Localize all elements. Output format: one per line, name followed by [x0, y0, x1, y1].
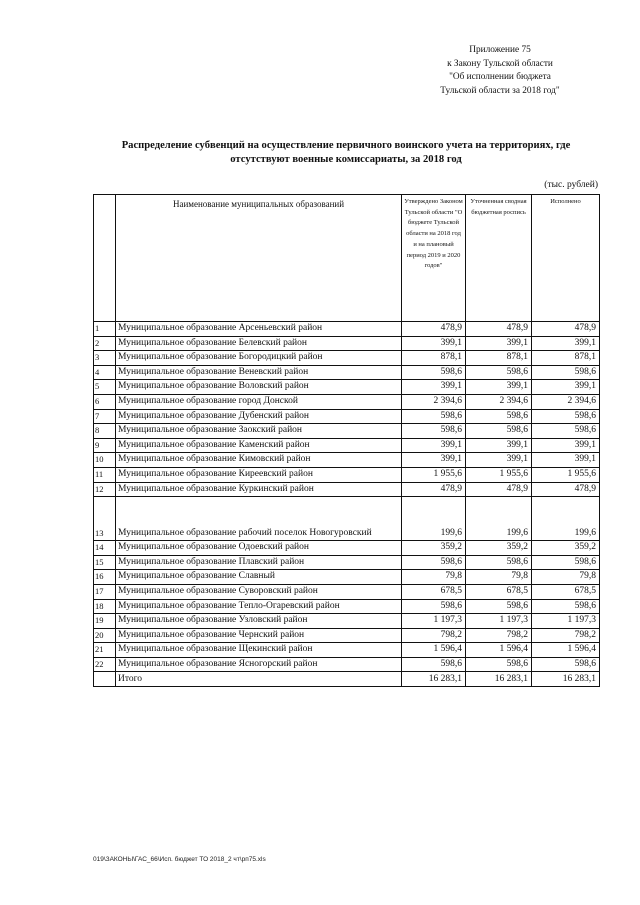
appendix-line-1: Приложение 75 — [469, 45, 531, 55]
row-municipality-name: Муниципальное образование Узловский район — [116, 614, 402, 629]
row-municipality-name: Муниципальное образование Одоевский район — [116, 541, 402, 556]
table-row — [94, 336, 600, 351]
row-number: 19 — [94, 614, 116, 629]
row-executed-value: 359,2 — [532, 541, 600, 556]
row-approved-value: 399,1 — [402, 438, 466, 453]
row-number: 13 — [94, 497, 116, 541]
row-municipality-name: Муниципальное образование Белевский район — [116, 336, 402, 351]
row-revised-value: 1 596,4 — [466, 643, 532, 658]
row-revised-value: 79,8 — [466, 570, 532, 585]
row-executed-value: 598,6 — [532, 365, 600, 380]
table-row — [94, 541, 600, 556]
table-row — [94, 467, 600, 482]
total-approved-value: 16 283,1 — [402, 672, 466, 687]
row-municipality-name: Муниципальное образование Ясногорский район — [116, 657, 402, 672]
row-municipality-name: Муниципальное образование Киреевский район — [116, 467, 402, 482]
row-number: 7 — [94, 409, 116, 424]
row-revised-value: 1 197,3 — [466, 614, 532, 629]
row-executed-value: 1 955,6 — [532, 467, 600, 482]
row-revised-value: 798,2 — [466, 628, 532, 643]
row-approved-value: 399,1 — [402, 453, 466, 468]
row-municipality-name: Муниципальное образование Плавский район — [116, 555, 402, 570]
row-revised-value: 478,9 — [466, 322, 532, 337]
row-revised-value: 478,9 — [466, 482, 532, 497]
row-revised-value: 2 394,6 — [466, 394, 532, 409]
file-path-footer: 019\ЗАКОНЫ\ГАС_66\Исп. бюджет ТО 2018_2 чт\рп75.xls — [93, 856, 266, 863]
row-approved-value: 1 197,3 — [402, 614, 466, 629]
table-row — [94, 351, 600, 366]
row-approved-value: 798,2 — [402, 628, 466, 643]
total-label: Итого — [116, 672, 402, 687]
row-municipality-name: Муниципальное образование Кимовский район — [116, 453, 402, 468]
row-municipality-name: Муниципальное образование Заокский район — [116, 424, 402, 439]
row-municipality-name: Муниципальное образование Арсеньевский район — [116, 322, 402, 337]
row-executed-value: 598,6 — [532, 424, 600, 439]
row-approved-value: 478,9 — [402, 322, 466, 337]
row-approved-value: 598,6 — [402, 424, 466, 439]
row-municipality-name: Муниципальное образование Тепло-Огаревский район — [116, 599, 402, 614]
row-municipality-name: Муниципальное образование Куркинский район — [116, 482, 402, 497]
title-line-1: Распределение субвенций на осуществление первичного воинского учета на территориях, где — [121, 140, 571, 151]
row-revised-value: 598,6 — [466, 599, 532, 614]
total-executed-value: 16 283,1 — [532, 672, 600, 687]
row-approved-value: 399,1 — [402, 336, 466, 351]
row-executed-value: 1 197,3 — [532, 614, 600, 629]
row-number: 21 — [94, 643, 116, 658]
row-number: 14 — [94, 541, 116, 556]
row-executed-value: 598,6 — [532, 657, 600, 672]
total-index-cell — [94, 672, 116, 687]
appendix-line-3: "Об исполнении бюджета — [449, 72, 551, 82]
row-number: 1 — [94, 322, 116, 337]
table-row — [94, 409, 600, 424]
row-revised-value: 598,6 — [466, 424, 532, 439]
row-approved-value: 359,2 — [402, 541, 466, 556]
header-name: Наименование муниципальных образований — [116, 195, 402, 322]
units-label: (тыс. рублей) — [544, 180, 598, 190]
row-executed-value: 478,9 — [532, 322, 600, 337]
row-municipality-name: Муниципальное образование Воловский район — [116, 380, 402, 395]
row-number: 3 — [94, 351, 116, 366]
table-row — [94, 599, 600, 614]
row-executed-value: 399,1 — [532, 453, 600, 468]
row-approved-value: 678,5 — [402, 584, 466, 599]
row-executed-value: 1 596,4 — [532, 643, 600, 658]
row-revised-value: 678,5 — [466, 584, 532, 599]
row-number: 17 — [94, 584, 116, 599]
row-executed-value: 798,2 — [532, 628, 600, 643]
row-revised-value: 399,1 — [466, 336, 532, 351]
row-executed-value: 598,6 — [532, 409, 600, 424]
row-executed-value: 478,9 — [532, 482, 600, 497]
document-title — [95, 139, 597, 167]
row-municipality-name: Муниципальное образование город Донской — [116, 394, 402, 409]
total-revised-value: 16 283,1 — [466, 672, 532, 687]
row-number: 4 — [94, 365, 116, 380]
row-number: 12 — [94, 482, 116, 497]
row-revised-value: 399,1 — [466, 453, 532, 468]
row-revised-value: 1 955,6 — [466, 467, 532, 482]
row-approved-value: 1 955,6 — [402, 467, 466, 482]
appendix-line-4: Тульской области за 2018 год" — [440, 85, 560, 96]
row-approved-value: 598,6 — [402, 599, 466, 614]
row-number: 18 — [94, 599, 116, 614]
row-number: 10 — [94, 453, 116, 468]
row-approved-value: 598,6 — [402, 409, 466, 424]
row-municipality-name: Муниципальное образование Богородицкий район — [116, 351, 402, 366]
row-number: 5 — [94, 380, 116, 395]
row-executed-value: 399,1 — [532, 438, 600, 453]
row-number: 8 — [94, 424, 116, 439]
header-approved: Утверждено Законом Тульской области "О бюджете Тульской области на 2018 год и на плановый период 2019 и 2020 годов" — [402, 195, 466, 322]
row-number: 9 — [94, 438, 116, 453]
header-index — [94, 195, 116, 322]
row-revised-value: 199,6 — [466, 497, 532, 541]
row-number: 6 — [94, 394, 116, 409]
row-number: 2 — [94, 336, 116, 351]
row-number: 11 — [94, 467, 116, 482]
row-number: 15 — [94, 555, 116, 570]
table-row — [94, 424, 600, 439]
row-revised-value: 878,1 — [466, 351, 532, 366]
row-revised-value: 598,6 — [466, 555, 532, 570]
table-total-row — [94, 672, 600, 687]
row-executed-value: 678,5 — [532, 584, 600, 599]
row-approved-value: 598,6 — [402, 555, 466, 570]
table-row — [94, 380, 600, 395]
row-executed-value: 598,6 — [532, 599, 600, 614]
row-number: 22 — [94, 657, 116, 672]
table-row — [94, 497, 600, 541]
table-row — [94, 570, 600, 585]
row-executed-value: 79,8 — [532, 570, 600, 585]
row-executed-value: 399,1 — [532, 380, 600, 395]
row-municipality-name: Муниципальное образование Суворовский район — [116, 584, 402, 599]
row-executed-value: 878,1 — [532, 351, 600, 366]
table-header-row — [94, 195, 600, 322]
row-municipality-name: Муниципальное образование рабочий поселок Новогуровский — [116, 497, 402, 541]
table-row — [94, 614, 600, 629]
row-approved-value: 598,6 — [402, 365, 466, 380]
row-revised-value: 359,2 — [466, 541, 532, 556]
header-executed: Исполнено — [532, 195, 600, 322]
row-executed-value: 598,6 — [532, 555, 600, 570]
row-revised-value: 598,6 — [466, 657, 532, 672]
row-revised-value: 598,6 — [466, 365, 532, 380]
row-approved-value: 199,6 — [402, 497, 466, 541]
row-municipality-name: Муниципальное образование Щекинский район — [116, 643, 402, 658]
table-row — [94, 322, 600, 337]
row-executed-value: 199,6 — [532, 497, 600, 541]
row-executed-value: 2 394,6 — [532, 394, 600, 409]
table-row — [94, 394, 600, 409]
row-number: 16 — [94, 570, 116, 585]
row-number: 20 — [94, 628, 116, 643]
row-executed-value: 399,1 — [532, 336, 600, 351]
table-row — [94, 628, 600, 643]
row-municipality-name: Муниципальное образование Славный — [116, 570, 402, 585]
header-revised: Уточненная сводная бюджетная роспись — [466, 195, 532, 322]
title-line-2: отсутствуют военные комиссариаты, за 2018 год — [230, 154, 462, 165]
row-approved-value: 2 394,6 — [402, 394, 466, 409]
appendix-line-2: к Закону Тульской области — [447, 58, 553, 69]
row-approved-value: 878,1 — [402, 351, 466, 366]
table-body — [94, 322, 600, 687]
table-row — [94, 453, 600, 468]
row-revised-value: 399,1 — [466, 380, 532, 395]
subsidy-table — [93, 194, 600, 687]
table-row — [94, 555, 600, 570]
row-municipality-name: Муниципальное образование Дубенский район — [116, 409, 402, 424]
row-approved-value: 478,9 — [402, 482, 466, 497]
row-approved-value: 79,8 — [402, 570, 466, 585]
row-municipality-name: Муниципальное образование Веневский район — [116, 365, 402, 380]
row-municipality-name: Муниципальное образование Чернский район — [116, 628, 402, 643]
row-revised-value: 598,6 — [466, 409, 532, 424]
row-approved-value: 598,6 — [402, 657, 466, 672]
row-municipality-name: Муниципальное образование Каменский район — [116, 438, 402, 453]
row-approved-value: 1 596,4 — [402, 643, 466, 658]
table-row — [94, 657, 600, 672]
row-approved-value: 399,1 — [402, 380, 466, 395]
table-row — [94, 482, 600, 497]
row-revised-value: 399,1 — [466, 438, 532, 453]
table-row — [94, 643, 600, 658]
table-row — [94, 438, 600, 453]
table-row — [94, 365, 600, 380]
table-row — [94, 584, 600, 599]
appendix-block — [400, 44, 600, 98]
